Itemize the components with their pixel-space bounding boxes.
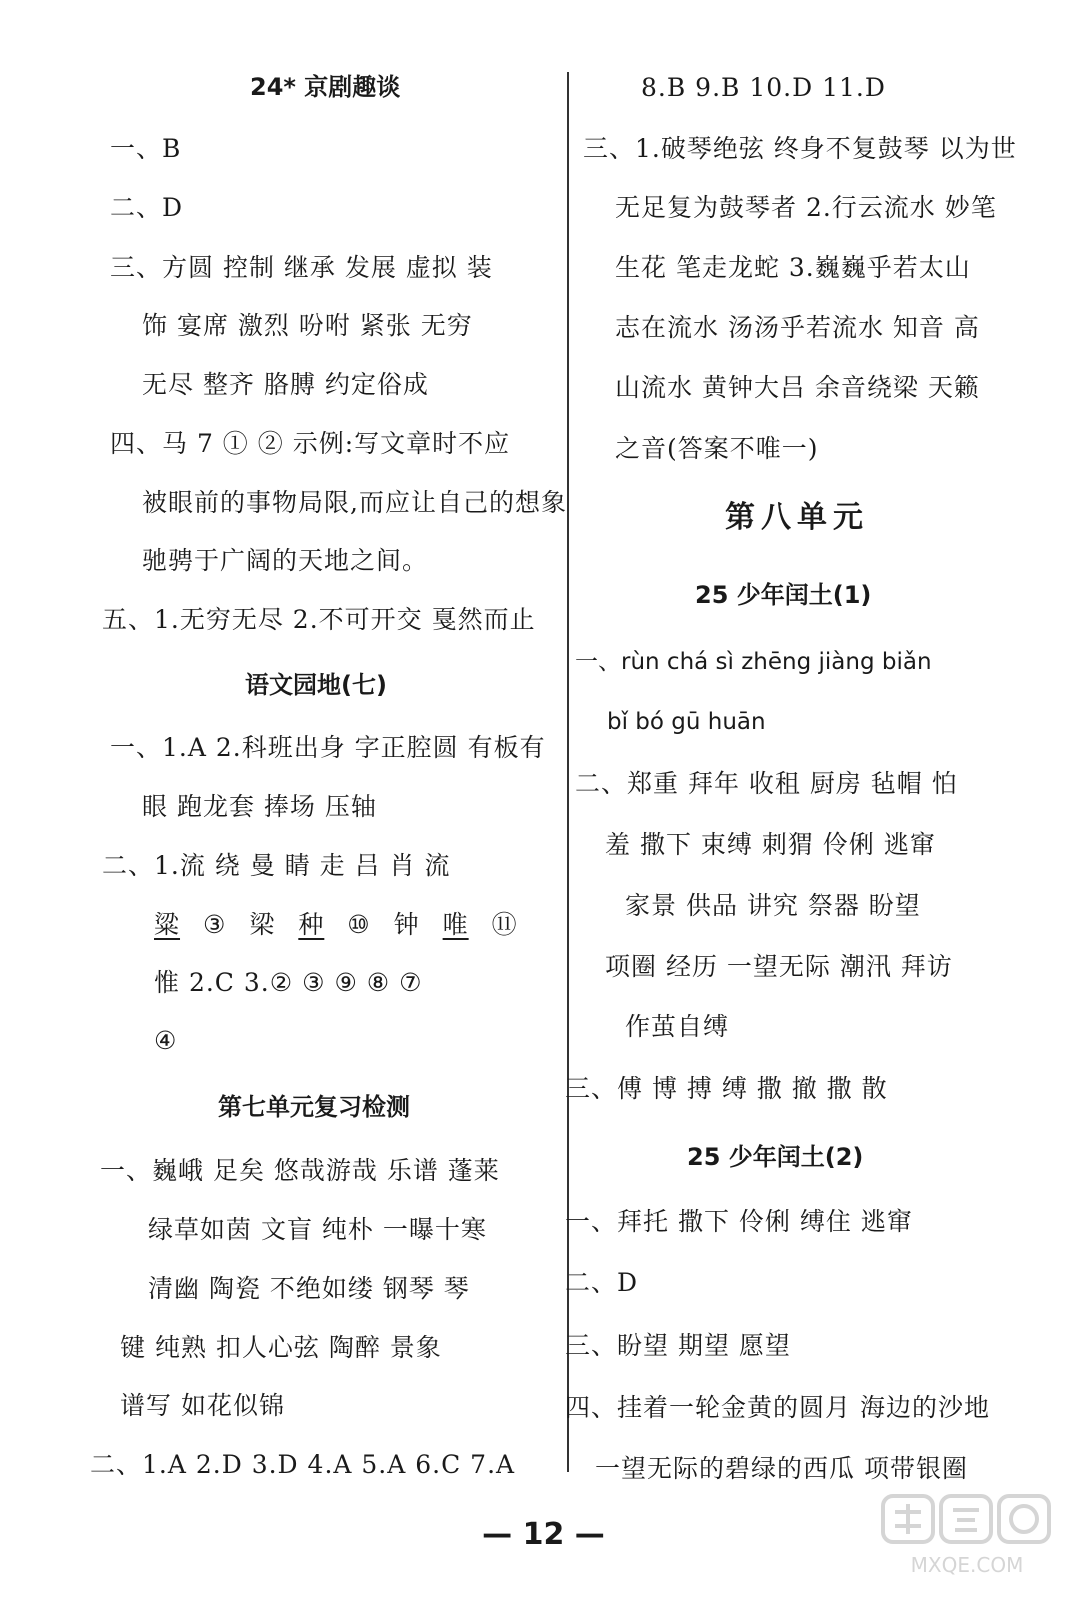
l25b-q4-line2: 一望无际的碧绿的西瓜 项带银圈	[595, 1454, 968, 1483]
underlined-char: 粱	[154, 910, 181, 939]
rv-q3-line6: 之音(答案不唯一)	[615, 434, 819, 463]
circled-number: ⑪	[491, 910, 518, 939]
l25a-q2-line3: 家景 供品 讲究 祭器 盼望	[625, 891, 921, 920]
yw-q1-line2: 眼 跑龙套 捧场 压轴	[142, 792, 377, 821]
underlined-char: 唯	[442, 910, 469, 939]
l24-q2: 二、D	[110, 193, 184, 222]
lesson-25-part2-title: 25 少年闰土(2)	[687, 1143, 864, 1171]
rv-q1-line5: 谱写 如花似锦	[120, 1391, 285, 1420]
l24-q4-line3: 驰骋于广阔的天地之间。	[142, 546, 429, 575]
l25a-q3: 三、傅 博 搏 缚 撒 撤 撒 散	[565, 1074, 888, 1103]
char: 钟	[393, 910, 420, 939]
lesson-25-part1-title: 25 少年闰土(1)	[695, 581, 872, 609]
rv-q1-line4: 键 纯熟 扣人心弦 陶醉 景象	[120, 1333, 442, 1362]
l25a-q1-line1: 一、rùn chá sì zhēng jiàng biǎn	[575, 649, 932, 675]
l24-q4-line2: 被眼前的事物局限,而应让自己的想象	[142, 488, 567, 517]
rv-q1-line2: 绿草如茵 文盲 纯朴 一曝十寒	[148, 1215, 487, 1244]
rv-q3-line1: 三、1.破琴绝弦 终身不复鼓琴 以为世	[583, 134, 1017, 163]
l25b-q2: 二、D	[565, 1268, 639, 1297]
l24-q1: 一、B	[110, 134, 182, 163]
l25a-q2-line2: 羞 撒下 束缚 刺猬 伶俐 逃窜	[605, 830, 936, 859]
l25a-q1-line2: bǐ bó gū huān	[607, 709, 766, 735]
rv-q3-line5: 山流水 黄钟大吕 余音绕梁 天籁	[615, 373, 980, 402]
rv-q3-line3: 生花 笔走龙蛇 3.巍巍乎若太山	[615, 253, 971, 282]
l24-q4-line1: 四、马 7 ① ② 示例:写文章时不应	[110, 429, 511, 458]
lesson-24-title: 24* 京剧趣谈	[250, 73, 401, 101]
rv-q2-line2: 8.B 9.B 10.D 11.D	[641, 73, 886, 102]
rv-q1-line1: 一、巍峨 足矣 悠哉游哉 乐谱 蓬莱	[100, 1156, 500, 1185]
yw-q2-line4: ④	[154, 1026, 178, 1055]
l25a-q2-line5: 作茧自缚	[625, 1012, 730, 1041]
circled-number: ③	[202, 910, 227, 939]
l25b-q1: 一、拜托 撒下 伶俐 缚住 逃窜	[565, 1207, 913, 1236]
l24-q5: 五、1.无穷无尽 2.不可开交 戛然而止	[102, 605, 536, 634]
circled-number: ⑩	[347, 910, 371, 939]
yw-q2-line2	[154, 910, 518, 940]
rv-q2-line1: 二、1.A 2.D 3.D 4.A 5.A 6.C 7.A	[90, 1450, 516, 1479]
underlined-char: 种	[298, 910, 325, 939]
l24-q3-line3: 无尽 整齐 胳膊 约定俗成	[142, 370, 429, 399]
yw-q2-line3: 惟 2.C 3.② ③ ⑨ ⑧ ⑦	[154, 968, 423, 997]
char: 梁	[249, 910, 276, 939]
page-number: — 12 —	[482, 1517, 605, 1552]
rv-q1-line3: 清幽 陶瓷 不绝如缕 钢琴 琴	[148, 1274, 470, 1303]
l25b-q3: 三、盼望 期望 愿望	[565, 1331, 791, 1360]
column-divider	[567, 72, 569, 1472]
yw-q2-line1: 二、1.流 绕 曼 睛 走 吕 肖 流	[102, 851, 451, 880]
svg-text:MXQE.COM: MXQE.COM	[910, 1553, 1024, 1577]
l25b-q4-line1: 四、挂着一轮金黄的圆月 海边的沙地	[565, 1393, 990, 1422]
unit8-title: 第八单元	[725, 500, 869, 535]
watermark-logo-icon	[877, 1490, 1057, 1580]
rv-q3-line4: 志在流水 汤汤乎若流水 知音 高	[615, 313, 980, 342]
l25a-q2-line1: 二、郑重 拜年 收租 厨房 毡帽 怕	[575, 769, 958, 798]
yuwen-yuandi-title: 语文园地(七)	[245, 671, 387, 699]
unit7-review-title: 第七单元复习检测	[218, 1093, 410, 1121]
yw-q1-line1: 一、1.A 2.科班出身 字正腔圆 有板有	[110, 733, 546, 762]
l24-q3-line2: 饰 宴席 激烈 吩咐 紧张 无穷	[142, 311, 473, 340]
rv-q3-line2: 无足复为鼓琴者 2.行云流水 妙笔	[615, 193, 997, 222]
l25a-q2-line4: 项圈 经历 一望无际 潮汛 拜访	[605, 952, 953, 981]
l24-q3-line1: 三、方圆 控制 继承 发展 虚拟 装	[110, 253, 493, 282]
